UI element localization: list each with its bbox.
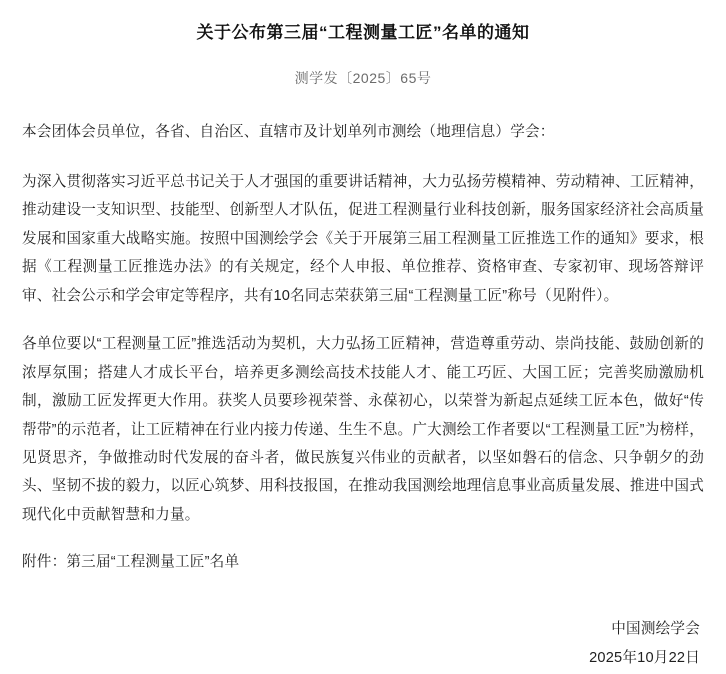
body-paragraph-1: 为深入贯彻落实习近平总书记关于人才强国的重要讲话精神，大力弘扬劳模精神、劳动精神、工匠精神，推动建设一支知识型、技能型、创新型人才队伍，促进工程测量行业科技创新，服务国家经济社会高质量发展和国家重大战略实施。按照中国测绘学会《关于开展第三届工程测量工匠推选工作的通知》要求，根据《工程测量工匠推选办法》的有关规定，经个人申报、单位推荐、资格审查、专家初审、现场答辩评审、社会公示和学会审定等程序，共有10名同志荣获第三届“工程测量工匠”称号（见附件）。: [22, 173, 704, 304]
body-paragraph-2: 各单位要以“工程测量工匠”推选活动为契机，大力弘扬工匠精神，营造尊重劳动、崇尚技能、鼓励创新的浓厚氛围；搭建人才成长平台，培养更多测绘高技术技能人才、能工巧匠、大国工匠；完善奖励激励机制，激励工匠发挥更大作用。获奖人员要珍视荣誉、永葆初心，以荣誉为新起点延续工匠本色，做好“传帮带”的示范者，让工匠精神在行业内接力传递、生生不息。广大测绘工作者要以“工程测量工匠”为榜样，见贤思齐，争做推动时代发展的奋斗者，做民族复兴伟业的贡献者，以坚如磐石的信念、只争朝夕的劲头、坚韧不拔的毅力，以匠心筑梦、用科技报国，在推动我国测绘地理信息事业高质量发展、推进中国式现代化中贡献智慧和力量。: [22, 336, 704, 523]
signature-block: [22, 615, 704, 673]
attachment-line: 附件：第三届“工程测量工匠”名单: [22, 554, 240, 571]
document-number: 测学发〔2025〕65号: [294, 69, 432, 86]
signature-date: 2025年10月22日: [589, 650, 700, 667]
salutation: 本会团体会员单位，各省、自治区、直辖市及计划单列市测绘（地理信息）学会：: [22, 123, 555, 140]
signature-organization: 中国测绘学会: [611, 621, 700, 638]
page-title: 关于公布第三届“工程测量工匠”名单的通知: [196, 23, 530, 42]
document-body: [22, 118, 704, 674]
